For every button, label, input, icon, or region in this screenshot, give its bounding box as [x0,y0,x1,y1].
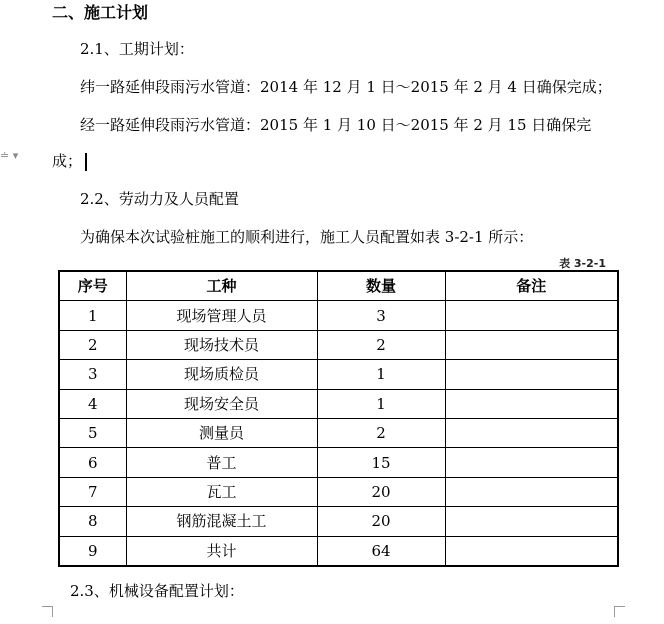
table-cell: 钢筋混凝土工 [126,507,317,536]
staff-table [58,270,619,567]
table-cell [445,301,618,330]
table-row [59,418,618,447]
table-cell: 3 [59,360,126,389]
table-cell: 测量员 [126,418,317,447]
page-corner-mark-right [614,606,625,617]
subsection-title-equipment: 2.3、机械设备配置计划： [70,582,244,600]
table-cell [445,360,618,389]
schedule-line-continued[interactable] [52,150,87,171]
table-cell: 现场质检员 [126,360,317,389]
schedule-line-jingyi: 经一路延伸段雨污水管道：2015 年 1 月 10 日～2015 年 2 月 15 日确保完 [80,116,592,134]
table-cell [445,536,618,566]
page-corner-mark-left [42,606,53,617]
table-cell: 现场安全员 [126,389,317,418]
table-row [59,360,618,389]
table-header-row [59,271,618,301]
table-row [59,536,618,566]
section-title: 二、施工计划 [52,3,149,22]
paragraph-marker-icon[interactable]: ≐ ▾ [0,149,19,162]
table-cell: 1 [59,301,126,330]
subsection-title-labor: 2.2、劳动力及人员配置 [80,190,239,208]
table-cell: 2 [59,330,126,359]
table-cell: 3 [317,301,445,330]
table-cell: 1 [317,389,445,418]
table-cell: 20 [317,507,445,536]
table-cell: 瓦工 [126,477,317,506]
table-cell: 2 [317,418,445,447]
table-row [59,507,618,536]
table-cell [445,507,618,536]
table-row [59,448,618,477]
table-cell: 2 [317,330,445,359]
table-cell: 1 [317,360,445,389]
table-cell: 20 [317,477,445,506]
table-cell: 8 [59,507,126,536]
table-caption: 表 3-2-1 [559,257,606,270]
table-row [59,477,618,506]
table-cell: 15 [317,448,445,477]
table-cell: 现场管理人员 [126,301,317,330]
text-cursor [85,153,87,171]
continued-text: 成； [52,152,83,170]
table-cell [445,330,618,359]
table-cell: 64 [317,536,445,566]
header-cell: 备注 [445,271,618,301]
table-cell: 7 [59,477,126,506]
table-row [59,301,618,330]
header-cell: 序号 [59,271,126,301]
table-cell [445,418,618,447]
table-cell: 9 [59,536,126,566]
subsection-title-schedule: 2.1、工期计划： [80,40,194,58]
table-cell: 5 [59,418,126,447]
header-cell: 工种 [126,271,317,301]
table-cell: 共计 [126,536,317,566]
header-cell: 数量 [317,271,445,301]
schedule-line-weiyi: 纬一路延伸段雨污水管道：2014 年 12 月 1 日～2015 年 2 月 4 日确保完成； [80,78,612,96]
table-cell: 现场技术员 [126,330,317,359]
table-cell [445,448,618,477]
table-cell [445,389,618,418]
table-cell: 普工 [126,448,317,477]
table-cell [445,477,618,506]
table-row [59,330,618,359]
table-intro: 为确保本次试验桩施工的顺利进行，施工人员配置如表 3-2-1 所示： [80,228,534,246]
table-cell: 4 [59,389,126,418]
table-cell: 6 [59,448,126,477]
table-row [59,389,618,418]
